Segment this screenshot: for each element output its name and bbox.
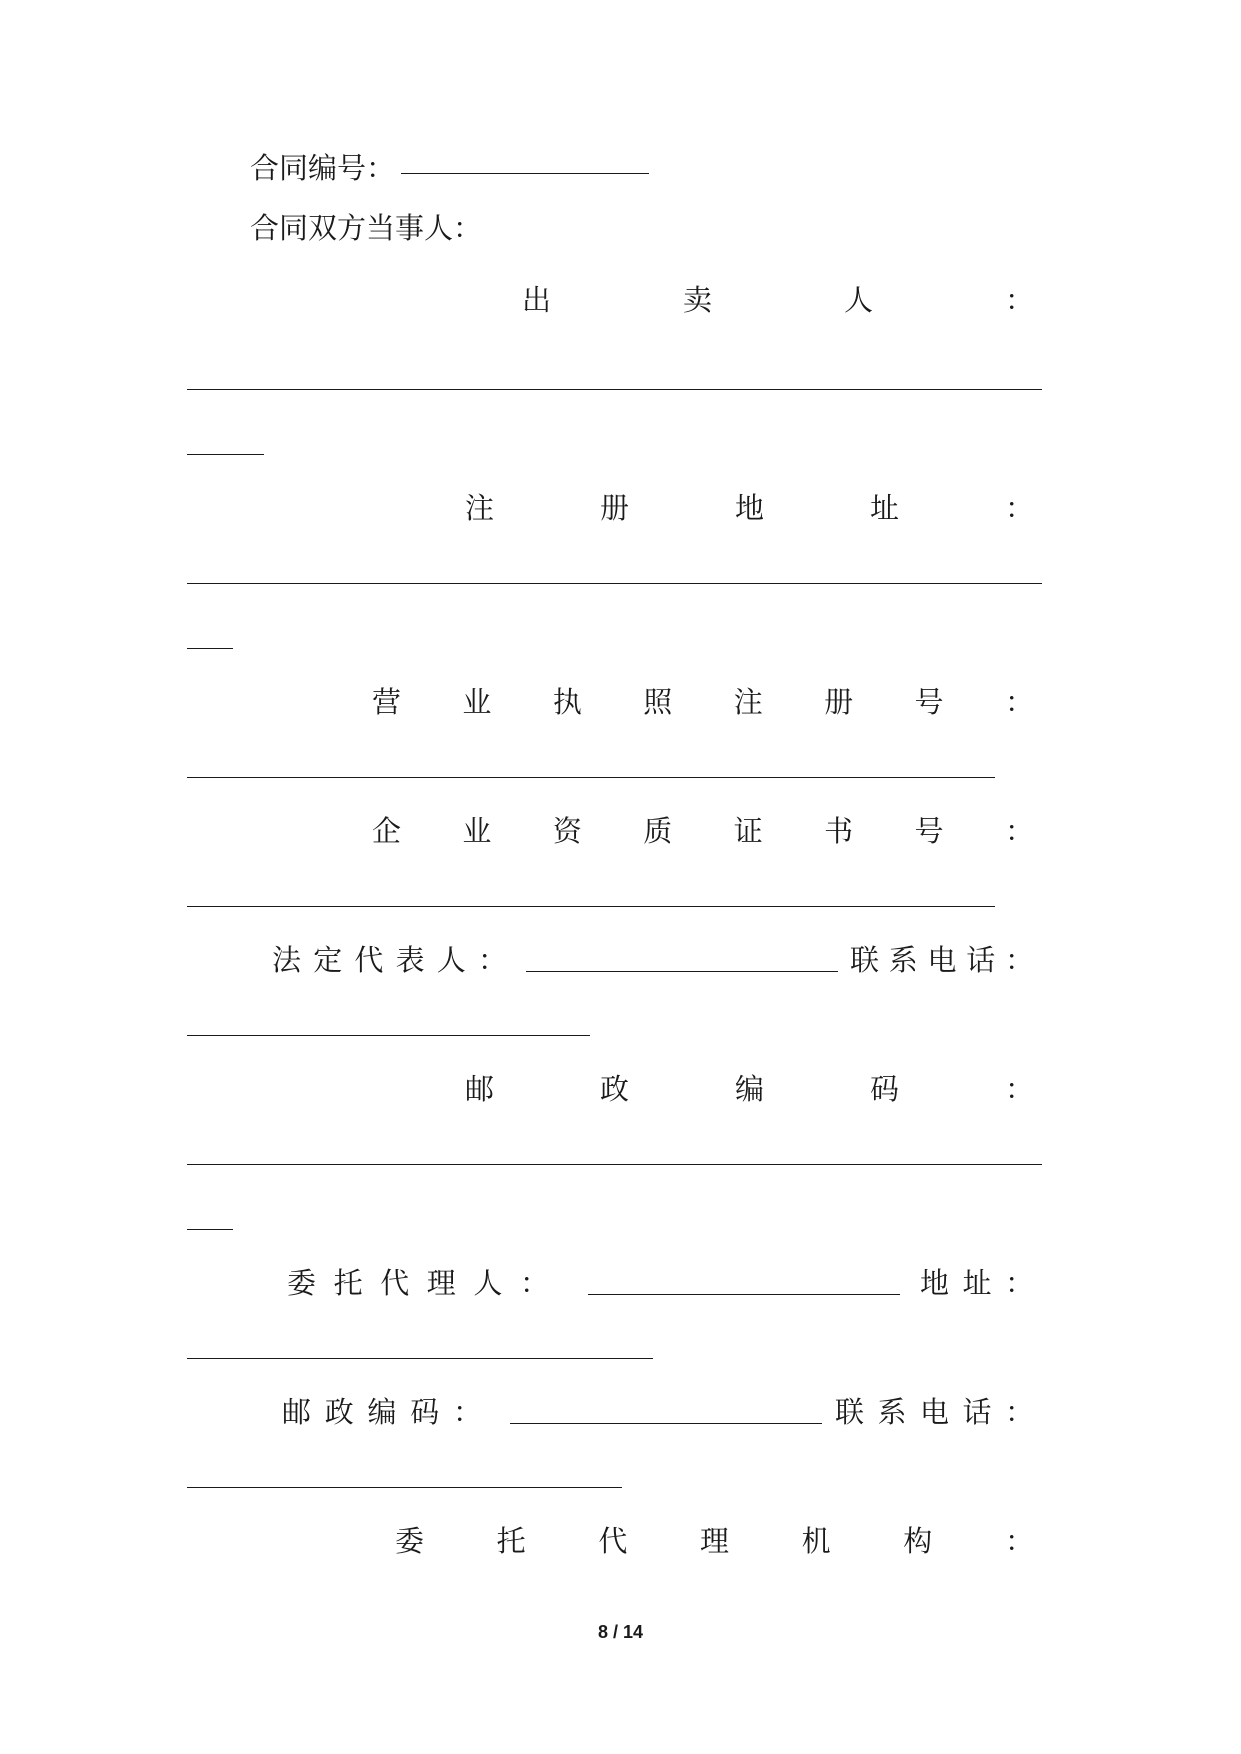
legal-rep-phone-blank[interactable]	[187, 1035, 590, 1036]
postal-code-blank-line-2[interactable]	[187, 1229, 233, 1230]
business-license-number-label: 营 业 执 照 注 册 号 ：	[372, 685, 1034, 719]
contract-number-line	[250, 148, 655, 188]
qualification-certificate-number-blank[interactable]	[187, 906, 995, 907]
agent-address-blank[interactable]	[187, 1358, 653, 1359]
agent-postal-code-blank[interactable]	[510, 1423, 822, 1424]
seller-blank-line-2[interactable]	[187, 454, 264, 455]
seller-blank-line-1[interactable]	[187, 389, 1042, 390]
registered-address-blank-line-1[interactable]	[187, 583, 1042, 584]
seller-label: 出 卖 人 ：	[522, 283, 1034, 317]
business-license-number-blank[interactable]	[187, 777, 995, 778]
authorized-agent-blank[interactable]	[588, 1294, 900, 1295]
legal-representative-blank[interactable]	[526, 971, 838, 972]
agent-phone-blank[interactable]	[187, 1487, 622, 1488]
legal-representative-label: 法 定 代 表 人 ：	[272, 943, 507, 977]
authorized-agent-label: 委 托 代 理 人 ：	[287, 1266, 549, 1300]
page-number: 8 / 14	[597, 1622, 644, 1642]
postal-code-label: 邮 政 编 码 ：	[465, 1072, 1034, 1106]
agent-phone-label: 联 系 电 话 ：	[835, 1395, 1034, 1429]
agent-postal-code-label: 邮 政 编 码 ：	[282, 1395, 482, 1429]
agency-label: 委 托 代 理 机 构 ：	[395, 1524, 1034, 1558]
registered-address-label: 注 册 地 址 ：	[465, 491, 1034, 525]
agent-address-label: 地 址 ：	[920, 1266, 1034, 1300]
legal-rep-phone-label: 联 系 电 话 ：	[850, 943, 1034, 977]
contract-number-label: 合同编号：	[250, 151, 396, 185]
registered-address-blank-line-2[interactable]	[187, 648, 233, 649]
qualification-certificate-number-label: 企 业 资 质 证 书 号 ：	[372, 814, 1034, 848]
parties-heading: 合同双方当事人：	[250, 211, 483, 245]
contract-number-blank[interactable]	[401, 172, 649, 174]
postal-code-blank-line-1[interactable]	[187, 1164, 1042, 1165]
